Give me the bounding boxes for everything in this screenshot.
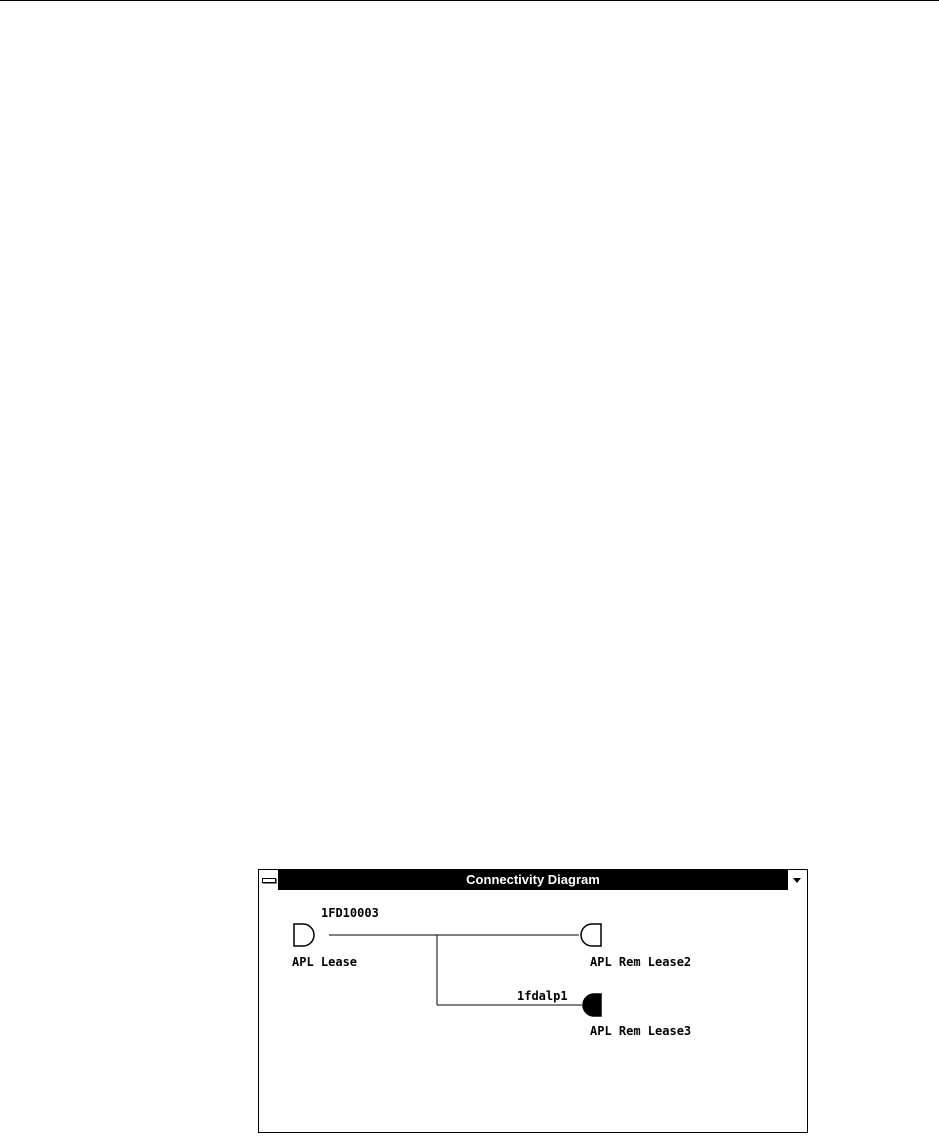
diagram-canvas (259, 890, 807, 1132)
node-source-label: APL Lease (292, 955, 358, 969)
node-remote2[interactable] (581, 924, 691, 969)
node-remote3-icon (583, 994, 601, 1016)
link-label-branch: 1fdalp1 (517, 989, 568, 1003)
system-menu-icon (262, 878, 276, 883)
node-source[interactable] (292, 924, 357, 969)
node-source-icon (294, 924, 314, 946)
page-top-rule (0, 0, 939, 1)
link-label-main: 1FD10003 (321, 906, 379, 920)
system-menu-button[interactable] (259, 870, 279, 890)
node-remote2-icon (581, 924, 601, 946)
connectivity-diagram-window (258, 869, 808, 1133)
node-remote3-label: APL Rem Lease3 (590, 1024, 692, 1038)
window-title: Connectivity Diagram (466, 872, 600, 887)
title-bar[interactable] (259, 870, 807, 890)
minimize-button[interactable] (787, 870, 807, 890)
diagram-svg (259, 890, 807, 1132)
node-remote3[interactable] (583, 994, 691, 1038)
down-arrow-icon (793, 878, 801, 883)
node-remote2-label: APL Rem Lease2 (590, 955, 692, 969)
